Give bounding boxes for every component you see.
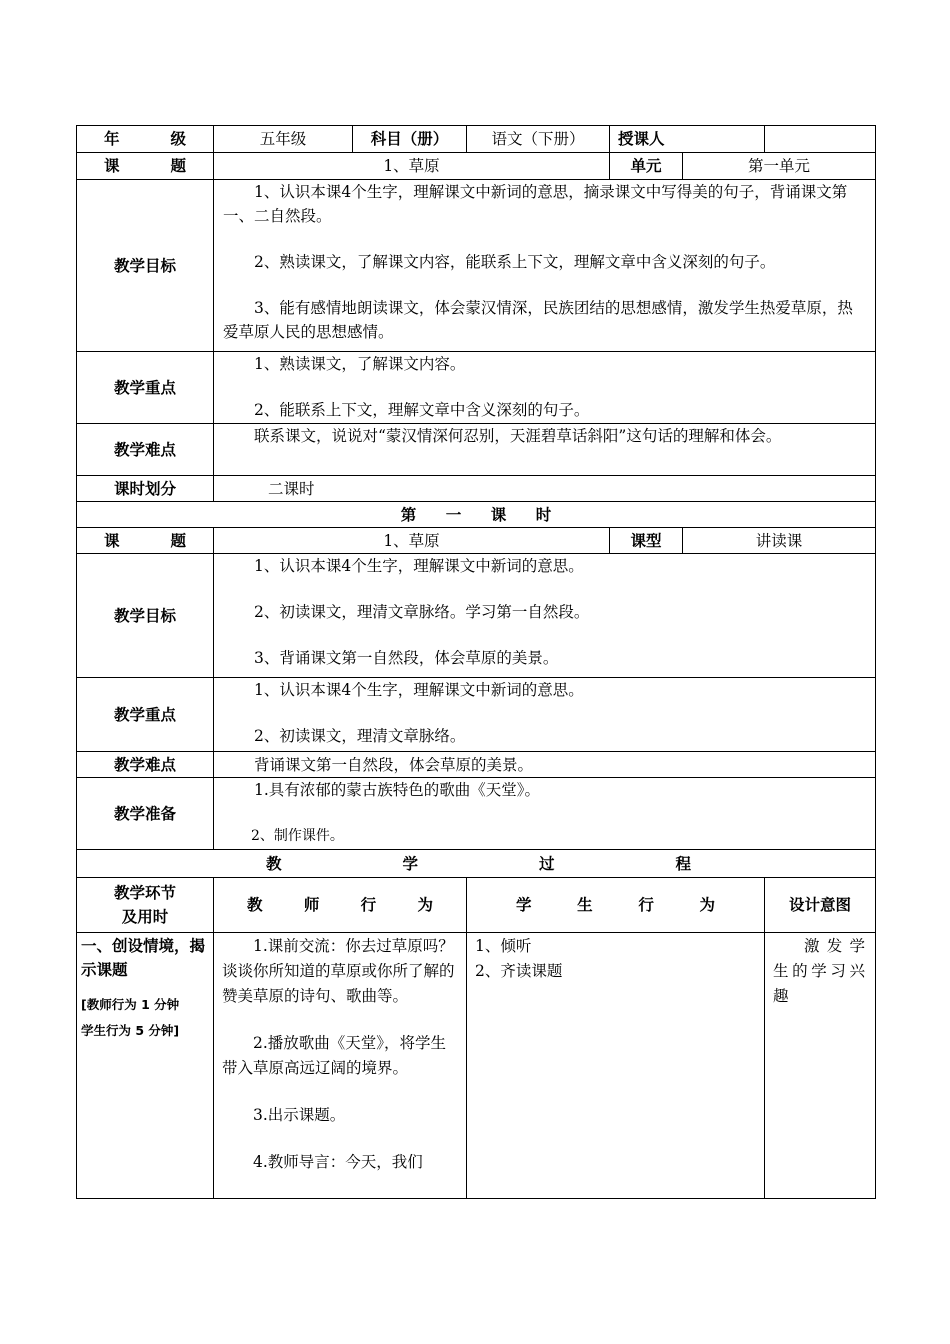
- topic-value: 1、草原: [214, 153, 610, 180]
- process-row1-student-2: 2、齐读课题: [475, 962, 563, 980]
- grade-label: 年 级: [77, 126, 214, 153]
- teacher-value: [765, 126, 876, 153]
- lesson1-prep-1: 1.具有浓郁的蒙古族特色的歌曲《天堂》。: [254, 781, 541, 799]
- overview-goal-1: 1、认识本课4个生字，理解课文中新词的意思，摘录课文中写得美的句子，背诵课文第一、二自然段。: [223, 183, 848, 225]
- overview-goals: [214, 180, 876, 352]
- process-col-student: 学 生 行 为: [467, 878, 765, 933]
- periods-value: 二课时: [214, 476, 876, 502]
- process-col-stage: 教学环节 及用时: [77, 878, 214, 933]
- overview-key-1: 1、熟读课文，了解课文内容。: [254, 355, 466, 373]
- process-row1-student: [467, 933, 765, 1199]
- overview-difficulty-label: 教学难点: [77, 424, 214, 476]
- lesson1-difficulty: 背诵课文第一自然段，体会草原的美景。: [214, 752, 876, 778]
- process-col-design: 设计意图: [765, 878, 876, 933]
- lesson1-key-label: 教学重点: [77, 678, 214, 752]
- topic-label: 课 题: [77, 153, 214, 180]
- process-row1-teacher-4: 4.教师导言：今天，我们: [253, 1153, 423, 1171]
- overview-key-label: 教学重点: [77, 352, 214, 424]
- lesson1-prep-2: 2、制作课件。: [251, 828, 344, 844]
- process-row1-time-note: [教师行为 1 分钟 学生行为 5 分钟]: [81, 997, 180, 1038]
- subject-value: 语文（下册）: [467, 126, 610, 153]
- overview-key-2: 2、能联系上下文，理解文章中含义深刻的句子。: [254, 401, 590, 419]
- lesson1-goal-3: 3、背诵课文第一自然段，体会草原的美景。: [254, 649, 559, 667]
- process-row1-teacher-2: 2.播放歌曲《天堂》，将学生带入草原高远辽阔的境界。: [222, 1034, 447, 1077]
- process-row1-design: 激发学生的学习兴趣: [765, 933, 876, 1199]
- periods-label: 课时划分: [77, 476, 214, 502]
- lesson1-title: 第 一 课 时: [77, 502, 876, 528]
- lesson1-goals-label: 教学目标: [77, 554, 214, 678]
- lesson1-key-1: 1、认识本课4个生字，理解课文中新词的意思。: [254, 681, 584, 699]
- process-row1-teacher-3: 3.出示课题。: [253, 1106, 346, 1124]
- process-row1-teacher: [214, 933, 467, 1199]
- overview-key-points: [214, 352, 876, 424]
- lesson1-goals: [214, 554, 876, 678]
- lesson1-prep-label: 教学准备: [77, 778, 214, 850]
- overview-goal-2: 2、熟读课文，了解课文内容，能联系上下文，理解文章中含义深刻的句子。: [254, 253, 776, 271]
- subject-label: 科目（册）: [353, 126, 467, 153]
- lesson1-topic-value: 1、草原: [214, 528, 610, 554]
- teacher-label: 授课人: [610, 126, 765, 153]
- lesson1-topic-label: 课 题: [77, 528, 214, 554]
- lesson1-goal-1: 1、认识本课4个生字，理解课文中新词的意思。: [254, 557, 584, 575]
- unit-value: 第一单元: [683, 153, 876, 180]
- lesson1-goal-2: 2、初读课文，理清文章脉络。学习第一自然段。: [254, 603, 590, 621]
- lesson1-type-value: 讲读课: [683, 528, 876, 554]
- process-title: 教 学 过 程: [77, 850, 876, 878]
- process-row1-stage: 一、创设情境，揭示课题 [教师行为 1 分钟 学生行为 5 分钟]: [77, 933, 214, 1199]
- process-row1-teacher-1: 1.课前交流：你去过草原吗？谈谈你所知道的草原或你所了解的赞美草原的诗句、歌曲等。: [222, 937, 455, 1005]
- lesson1-type-label: 课型: [610, 528, 683, 554]
- lesson1-prep: [214, 778, 876, 850]
- grade-value: 五年级: [214, 126, 353, 153]
- lesson1-key-points: [214, 678, 876, 752]
- overview-goal-3: 3、能有感情地朗读课文，体会蒙汉情深，民族团结的思想感情，激发学生热爱草原，热爱草原人民的思想感情。: [223, 299, 853, 341]
- unit-label: 单元: [610, 153, 683, 180]
- overview-difficulty: 联系课文，说说对“蒙汉情深何忍别，天涯碧草话斜阳”这句话的理解和体会。: [214, 424, 876, 476]
- process-col-teacher: 教 师 行 为: [214, 878, 467, 933]
- lesson-plan-table: [76, 125, 876, 1199]
- overview-goals-label: 教学目标: [77, 180, 214, 352]
- lesson1-key-2: 2、初读课文，理清文章脉络。: [254, 727, 466, 745]
- lesson1-difficulty-label: 教学难点: [77, 752, 214, 778]
- process-row1-student-1: 1、倾听: [475, 937, 532, 955]
